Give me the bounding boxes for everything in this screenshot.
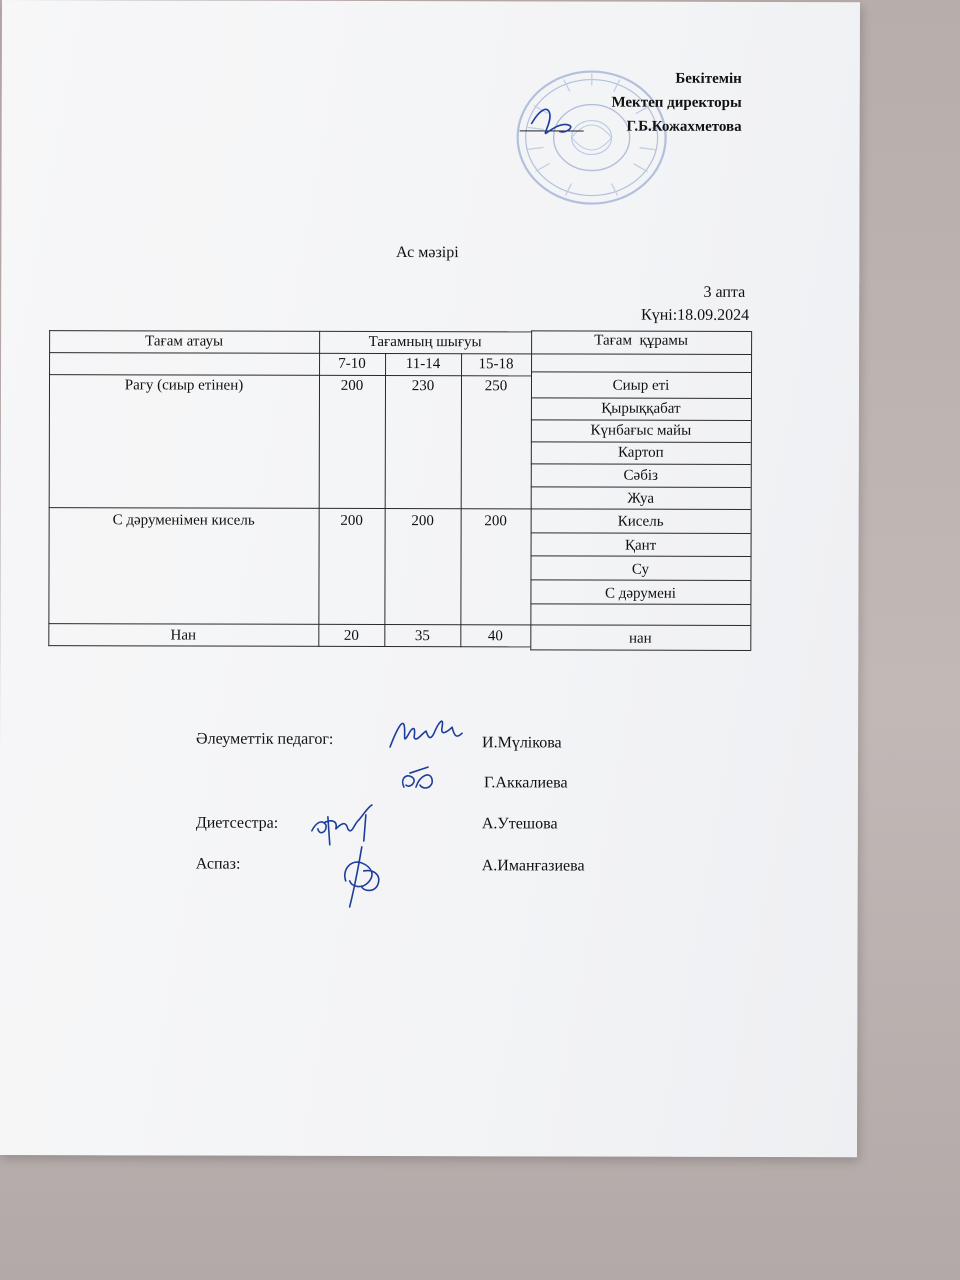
approval-position: Мектеп директоры xyxy=(611,94,742,111)
menu-week: 3 апта xyxy=(703,283,746,301)
header-dish-name: Тағам атауы xyxy=(145,333,224,350)
age-group-7-10: 7-10 xyxy=(338,355,366,372)
ingredient: Су xyxy=(631,561,650,578)
portion-value: 200 xyxy=(484,513,507,530)
signature-imangazieva xyxy=(338,841,390,911)
staff-role-dietitian: Диетсестра: xyxy=(195,814,279,832)
age-group-11-14: 11-14 xyxy=(405,356,441,373)
portion-value: 200 xyxy=(411,513,434,530)
ingredient: Қырыққабат xyxy=(601,400,681,417)
menu-date: Күні:18.09.2024 xyxy=(641,306,750,324)
menu-table xyxy=(48,330,753,652)
portion-value: 40 xyxy=(487,628,503,645)
ingredient: нан xyxy=(628,630,652,647)
staff-name: И.Мүлікова xyxy=(482,734,562,752)
portion-value: 35 xyxy=(414,628,430,645)
portion-value: 20 xyxy=(343,627,359,644)
portion-value: 200 xyxy=(340,512,363,529)
signature-mulikova xyxy=(386,711,466,753)
ingredient: С дәрумені xyxy=(604,585,676,602)
ingredient: Сәбіз xyxy=(623,467,658,484)
dish-name: С дәруменімен кисель xyxy=(112,512,255,529)
staff-name: Г.Аккалиева xyxy=(483,774,568,792)
age-group-15-18: 15-18 xyxy=(478,356,514,373)
staff-role-cook: Аспаз: xyxy=(195,855,241,873)
ingredient: Сиыр еті xyxy=(612,377,670,394)
director-signature xyxy=(526,103,586,139)
portion-value: 250 xyxy=(484,378,508,395)
ingredient: Жуа xyxy=(627,490,655,507)
portion-value: 200 xyxy=(340,377,364,394)
ingredient: Кисель xyxy=(617,513,664,530)
header-composition: Тағам құрамы xyxy=(594,332,689,349)
staff-role-social-pedagogue: Әлеуметтік педагог: xyxy=(196,730,334,748)
menu-title: Ас мәзірі xyxy=(395,244,459,262)
ingredient: Күнбағыс майы xyxy=(590,422,692,439)
approval-heading: Бекітемін xyxy=(675,70,742,87)
dish-name: Рагу (сиыр етінен) xyxy=(124,377,244,394)
ingredient: Картоп xyxy=(617,444,664,461)
signature-akkalieva xyxy=(396,761,440,793)
portion-value: 230 xyxy=(411,378,435,395)
staff-name: А.Утешова xyxy=(481,815,558,833)
dish-name: Нан xyxy=(170,627,197,644)
staff-name: А.Иманғазиева xyxy=(481,857,585,875)
ingredient: Қант xyxy=(624,537,657,554)
header-yield: Тағамның шығуы xyxy=(368,333,482,351)
approval-director-name: Г.Б.Кожахметова xyxy=(626,118,742,135)
